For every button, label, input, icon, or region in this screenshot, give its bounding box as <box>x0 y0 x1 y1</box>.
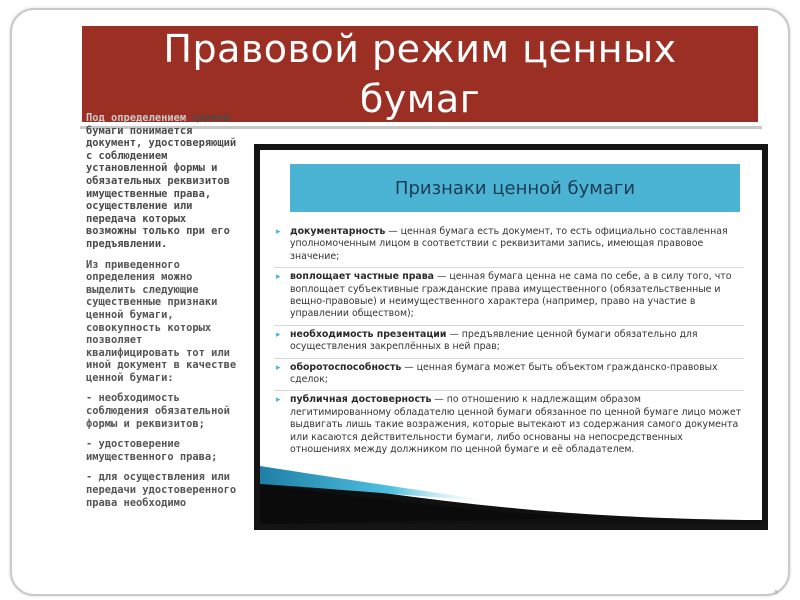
feature-term: оборотоспособность <box>290 361 402 373</box>
bullet-icon: ▸ <box>276 329 281 340</box>
list-item <box>274 271 744 326</box>
list-item <box>274 226 744 268</box>
list-item <box>274 329 744 359</box>
list-item <box>274 362 744 392</box>
definition-text-column <box>86 112 242 598</box>
features-card <box>254 144 768 530</box>
feature-term: воплощает частные права <box>290 271 435 283</box>
title-line-1: Правовой режим ценных <box>163 27 677 71</box>
feature-description: — ценная бумага может быть объектом гражданско-правовых сделок; <box>290 361 718 386</box>
features-card-title: Признаки ценной бумаги <box>394 177 636 199</box>
feature-description: — ценная бумага ценна не сама по себе, а в силу того, что воплощает субъективные гражданские права имущественного (обязательственные и вещно-правовые) и неимущественного характера (например, право на участие в управлении обществом); <box>290 271 732 320</box>
title-line-2: бумаг <box>359 77 481 121</box>
bullet-icon: ▸ <box>276 272 281 283</box>
bullet-icon: ▸ <box>276 362 281 373</box>
criteria-item-form: - необходимость соблюдения обязательной формы и реквизитов; <box>86 392 230 430</box>
definition-paragraph: Под определением ценной бумаги понимается документ, удостоверяющий с соблюдением установленной формы и обязательных реквизитов имущественные права, осуществление или передача которых возможны только при его предъявлении. <box>86 112 237 250</box>
page-title <box>120 24 720 124</box>
criteria-item-transfer: - для осуществления или передачи удостоверенного права необходимо <box>86 471 237 509</box>
features-card-inner <box>260 150 762 524</box>
bullet-icon: ▸ <box>276 227 281 237</box>
features-list <box>274 226 744 464</box>
features-card-header <box>290 164 740 212</box>
decorative-swoosh <box>260 450 762 524</box>
bullet-icon: ▸ <box>276 395 281 406</box>
title-banner <box>82 26 758 122</box>
criteria-intro-paragraph: Из приведенного определения можно выделить следующие существенные признаки ценной бумаги, совокупность которых позволяет квалифицировать тот или иной документ в качестве ценной бумаги: <box>86 258 237 384</box>
criteria-item-right: - удостоверение имущественного права; <box>86 438 218 463</box>
feature-description: — по отношению к надлежащим образом легитимированному обладателю ценной бумаги обязанное по ценной бумаге лицо может выдвигать лишь такие возражения, которые вытекают из содержания самого документа или касаются действительности бумаги, либо основаны на непосредственных отношениях между должником по ценной бумаге и её обладателем. <box>290 394 742 456</box>
feature-term: необходимость презентации <box>290 328 447 340</box>
feature-description: — ценная бумага есть документ, то есть официально составленная уполномоченным лицом в соответствии с реквизитами запись, имеющая правовое значение; <box>290 226 728 262</box>
feature-description: — предъявление ценной бумаги обязательно для осуществления закреплённых в ней прав; <box>290 328 698 353</box>
feature-term: документарность <box>290 226 386 237</box>
feature-term: публичная достоверность <box>290 394 432 406</box>
slide-number: 3 <box>774 590 778 596</box>
